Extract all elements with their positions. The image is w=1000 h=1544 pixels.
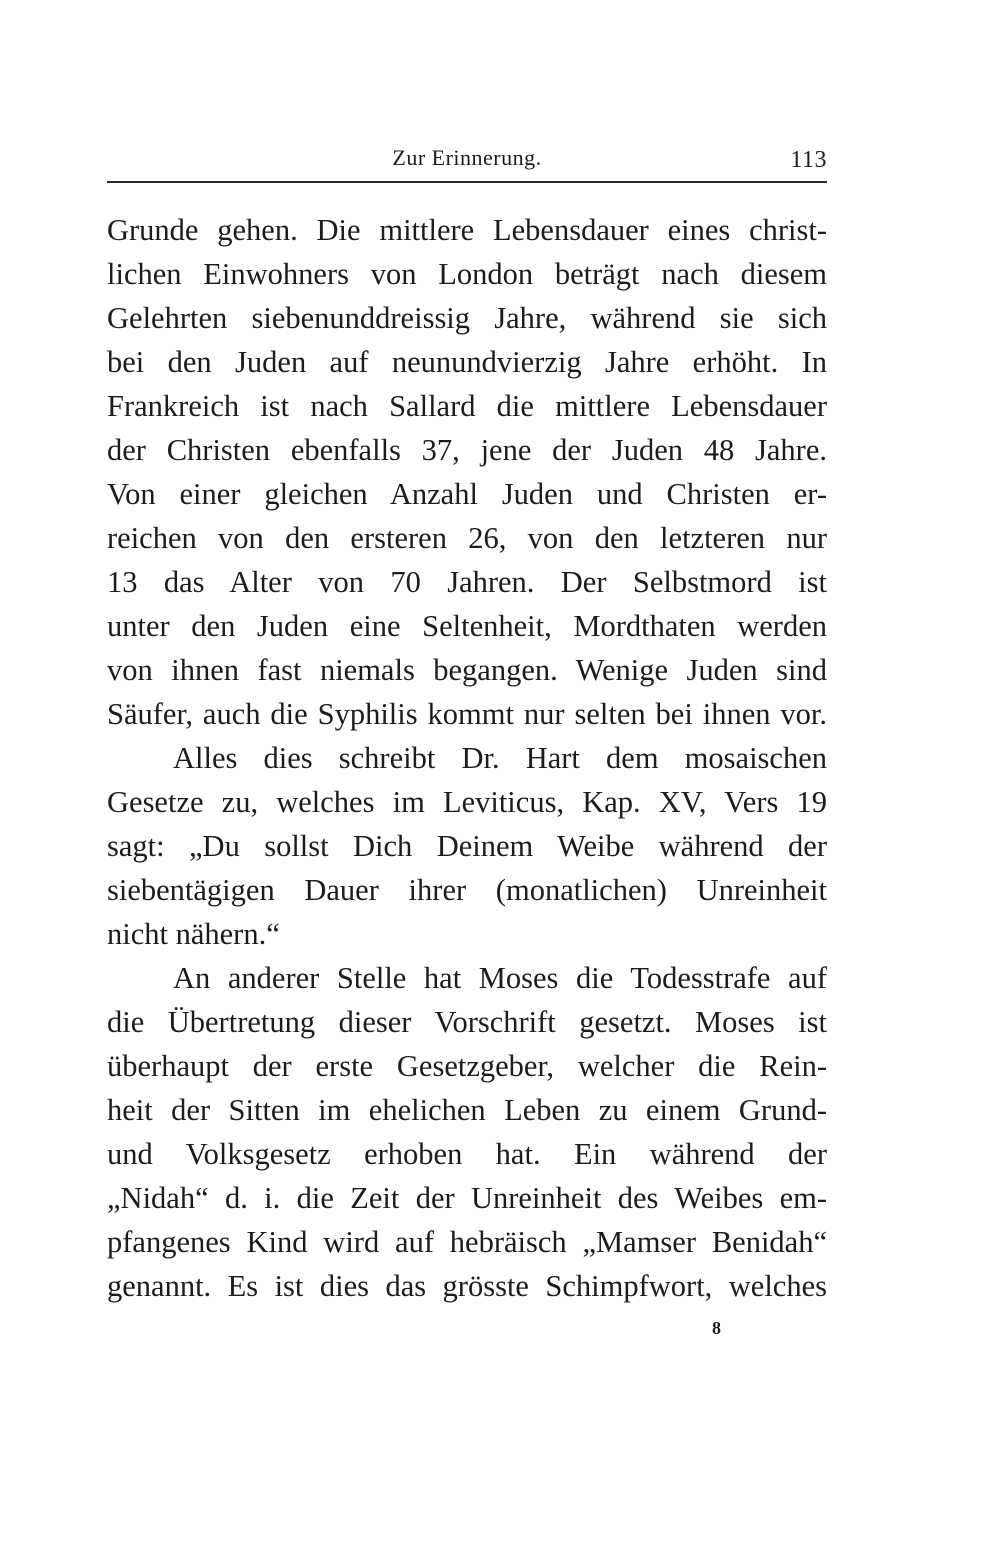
header-rule: [107, 181, 827, 183]
text-line: Gesetze zu, welches im Leviticus, Kap. XV, Vers 19: [107, 785, 827, 819]
text-line: reichen von den ersteren 26, von den letzteren nur: [107, 521, 827, 555]
running-title: Zur Erinnerung.: [392, 145, 542, 170]
text-line: Frankreich ist nach Sallard die mittlere Lebensdauer: [107, 389, 827, 423]
signature-mark: 8: [712, 1318, 721, 1338]
text-line: die Übertretung dieser Vorschrift gesetzt. Moses ist: [107, 1005, 827, 1039]
running-head: [107, 145, 827, 175]
text-line: Alles dies schreibt Dr. Hart dem mosaischen: [173, 741, 827, 775]
text-line: Gelehrten siebenunddreissig Jahre, während sie sich: [107, 301, 827, 335]
text-line: nicht nähern.“: [107, 917, 280, 951]
text-line: der Christen ebenfalls 37, jene der Juden 48 Jahre.: [107, 433, 827, 467]
text-line: genannt. Es ist dies das grösste Schimpfwort, welches: [107, 1269, 827, 1303]
text-line: heit der Sitten im ehelichen Leben zu einem Grund-: [107, 1093, 827, 1127]
text-line: Von einer gleichen Anzahl Juden und Christen er-: [107, 477, 827, 511]
text-line: 13 das Alter von 70 Jahren. Der Selbstmord ist: [107, 565, 827, 599]
text-line: Säufer, auch die Syphilis kommt nur selten bei ihnen vor.: [107, 697, 827, 731]
text-line: Grunde gehen. Die mittlere Lebensdauer eines christ-: [107, 213, 827, 247]
text-line: „Nidah“ d. i. die Zeit der Unreinheit des Weibes em-: [107, 1181, 827, 1215]
page-number: 113: [790, 147, 827, 173]
text-line: von ihnen fast niemals begangen. Wenige Juden sind: [107, 653, 827, 687]
text-line: unter den Juden eine Seltenheit, Mordthaten werden: [107, 609, 827, 643]
text-line: siebentägigen Dauer ihrer (monatlichen) Unreinheit: [107, 873, 827, 907]
text-line: lichen Einwohners von London beträgt nach diesem: [107, 257, 827, 291]
text-line: sagt: „Du sollst Dich Deinem Weibe während der: [107, 829, 827, 863]
text-line: An anderer Stelle hat Moses die Todesstrafe auf: [173, 961, 827, 995]
text-line: überhaupt der erste Gesetzgeber, welcher die Rein-: [107, 1049, 827, 1083]
text-line: bei den Juden auf neunundvierzig Jahre erhöht. In: [107, 345, 827, 379]
text-line: pfangenes Kind wird auf hebräisch „Mamser Benidah“: [107, 1225, 827, 1259]
body-text: [107, 208, 827, 1308]
text-line: und Volksgesetz erhoben hat. Ein während der: [107, 1137, 827, 1171]
